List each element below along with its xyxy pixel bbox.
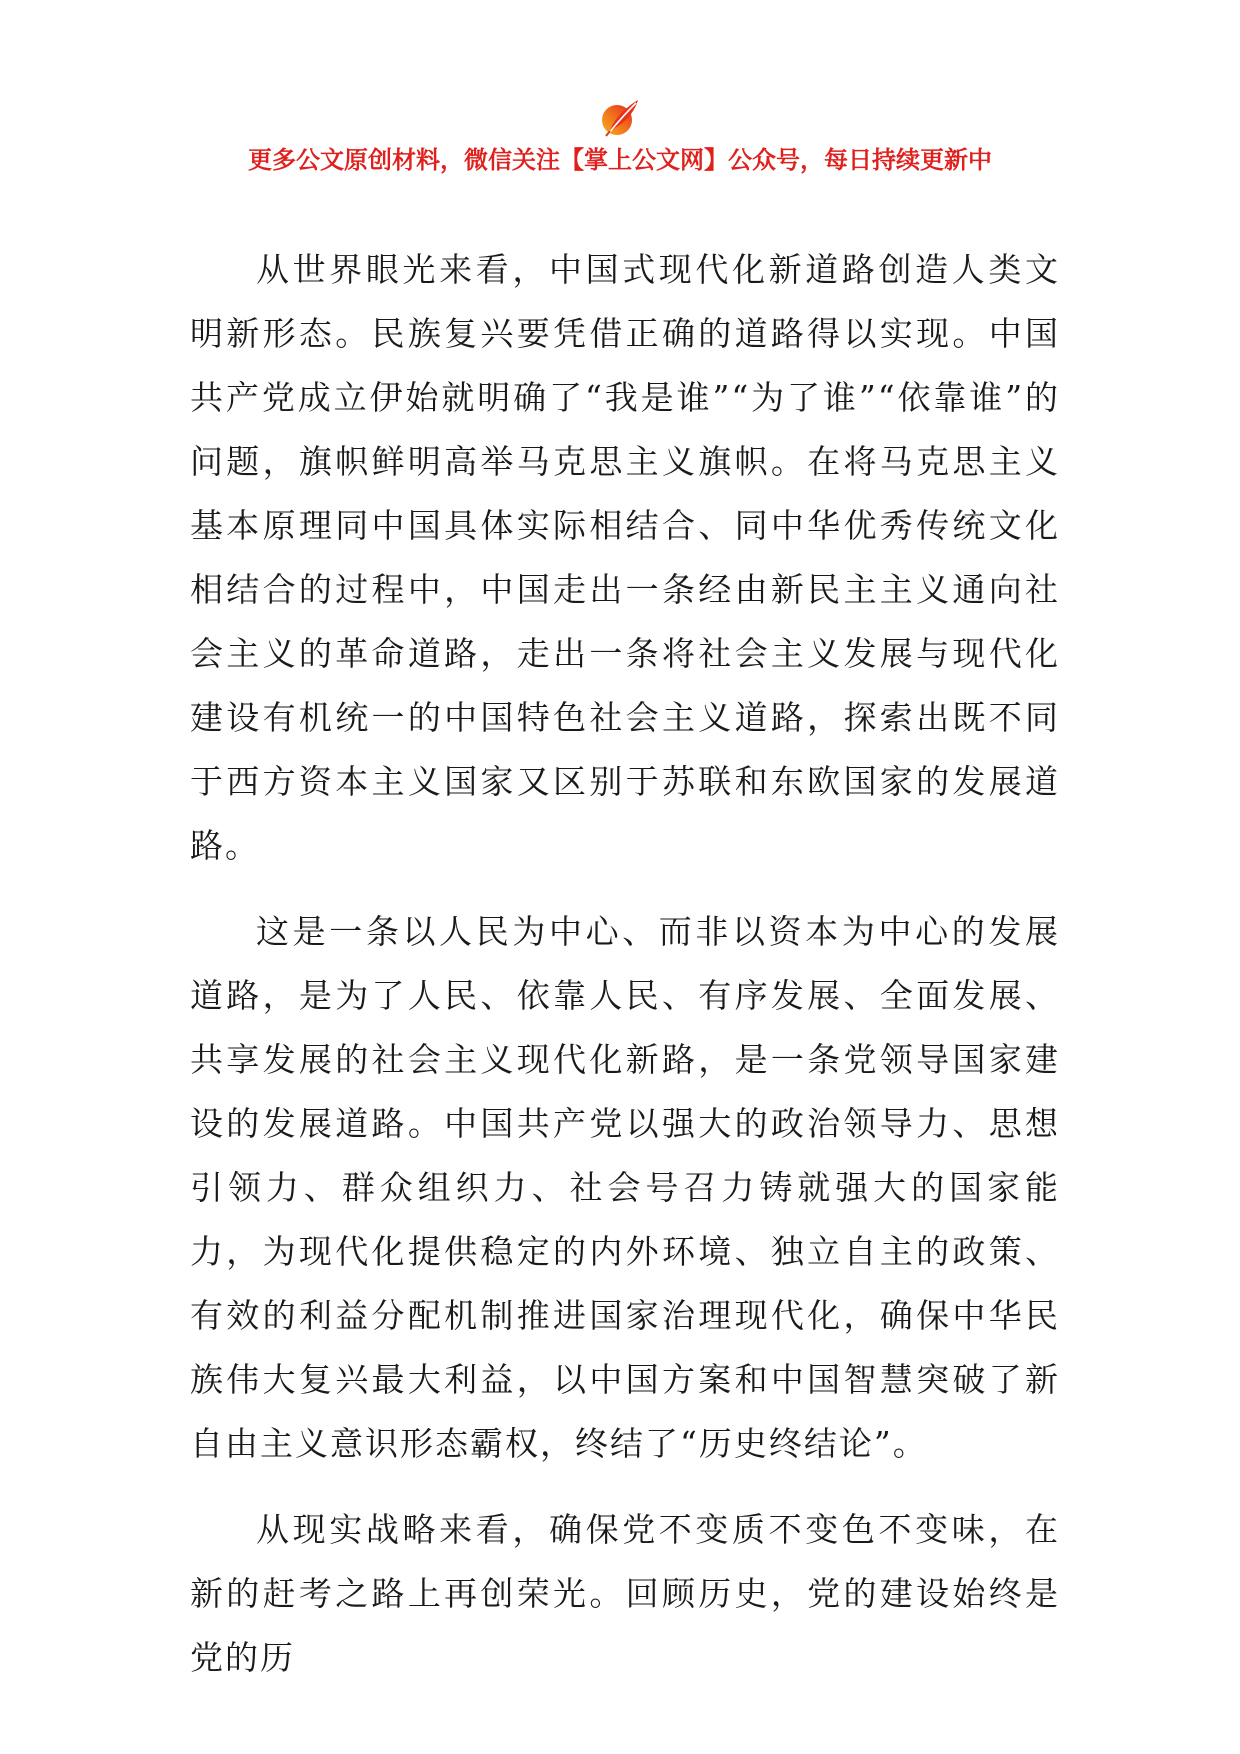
header-banner: 更多公文原创材料，微信关注【掌上公文网】公众号，每日持续更新中 (248, 146, 992, 174)
paragraph: 从现实战略来看，确保党不变质不变色不变味，在新的赶考之路上再创荣光。回顾历史，党的建设始终是党的历 (190, 1510, 1060, 1677)
document-body (190, 238, 1060, 1690)
quill-feather-icon (597, 95, 643, 141)
paragraph: 从世界眼光来看，中国式现代化新道路创造人类文明新形态。民族复兴要凭借正确的道路得以实现。中国共产党成立伊始就明确了“我是谁”“为了谁”“依靠谁”的问题，旗帜鲜明高举马克思主义旗帜。在将马克思主义基本原理同中国具体实际相结合、同中华优秀传统文化相结合的过程中，中国走出一条经由新民主主义通向社会主义的革命道路，走出一条将社会主义发展与现代化建设有机统一的中国特色社会主义道路，探索出既不同于西方资本主义国家又区别于苏联和东欧国家的发展道路。 (190, 250, 1060, 865)
paragraph: 这是一条以人民为中心、而非以资本为中心的发展道路，是为了人民、依靠人民、有序发展、全面发展、共享发展的社会主义现代化新路，是一条党领导国家建设的发展道路。中国共产党以强大的政治领导力、思想引领力、群众组织力、社会号召力铸就强大的国家能力，为现代化提供稳定的内外环境、独立自主的政策、有效的利益分配机制推进国家治理现代化，确保中华民族伟大复兴最大利益，以中国方案和中国智慧突破了新自由主义意识形态霸权，终结了“历史终结论”。 (190, 912, 1060, 1463)
